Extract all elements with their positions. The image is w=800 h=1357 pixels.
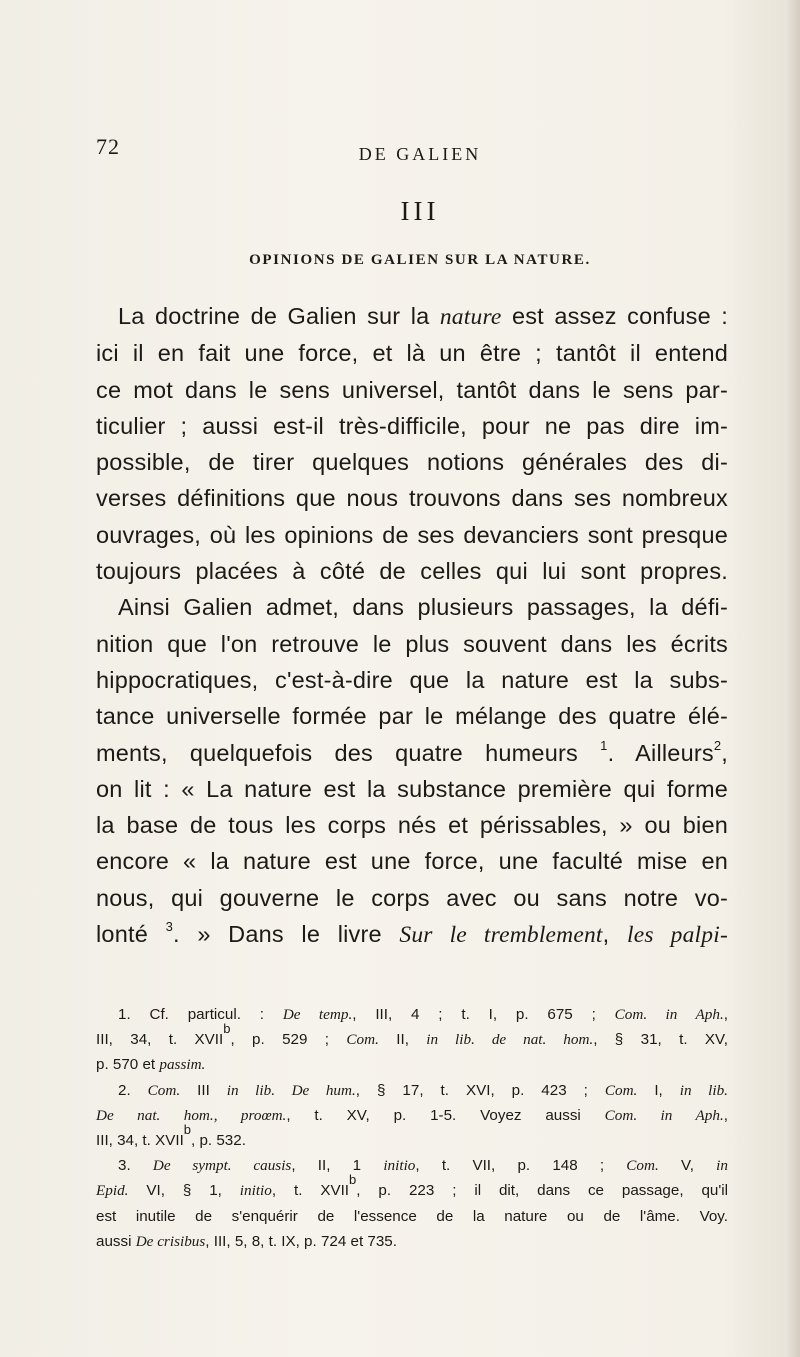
footnote-line: est inutile de s'enquérir de l'essence de la nature ou de l'âme. Voy. <box>96 1207 728 1225</box>
body-line: possible, de tirer quelques notions générales des di- <box>96 449 728 476</box>
footnote-line: 2. Com. III in lib. De hum., § 17, t. XVI, p. 423 ; Com. I, in lib. <box>118 1081 728 1099</box>
footnote-line: 1. Cf. particul. : De temp., III, 4 ; t. I, p. 675 ; Com. in Aph., <box>118 1006 728 1023</box>
page-number: 72 <box>96 134 120 159</box>
footnote-ref: 1 <box>600 737 608 753</box>
footnote-line: III, 34, t. XVII$^b$, p. 532. <box>96 1122 246 1150</box>
body-line: verses définitions que nous trouvons dans ses nombreux <box>96 485 728 512</box>
body-line: lonté $^3$. » Dans le livre Sur le tremblement, les palpi- <box>96 919 728 949</box>
body-line: hippocratiques, c'est-à-dire que la nature est la subs- <box>96 666 728 693</box>
body-line: nition que l'on retrouve le plus souvent dans les écrits <box>96 630 728 657</box>
body-line: ouvrages, où les opinions de ses devanciers sont presque <box>96 521 728 548</box>
chapter-number: III <box>400 196 440 226</box>
footnote-line: III, 34, t. XVII$^b$, p. 529 ; Com. II, in lib. de nat. hom., § 31, t. XV, <box>96 1021 728 1049</box>
body-line: nous, qui gouverne le corps avec ou sans notre vo- <box>96 884 728 911</box>
body-text <box>96 298 728 953</box>
footnote-line: Epid. VI, § 1, initio, t. XVII$^b$, p. 223 ; il dit, dans ce passage, qu'il <box>96 1172 728 1200</box>
running-head: DE GALIEN <box>358 144 482 164</box>
body-line: ici il en fait une force, et là un être ; tantôt il entend <box>96 340 728 367</box>
body-line: toujours placées à côté de celles qui lui sont propres. <box>96 558 728 585</box>
body-line: la base de tous les corps nés et périssables, » ou bien <box>96 812 728 839</box>
body-line: on lit : « La nature est la substance première qui forme <box>96 775 728 802</box>
body-line: encore « la nature est une force, une faculté mise en <box>96 848 728 875</box>
footnote-ref: 2 <box>713 737 722 753</box>
body-line: tance universelle formée par le mélange des quatre élé- <box>96 703 728 730</box>
footnote-line: aussi De crisibus, III, 5, 8, t. IX, p. 724 et 735. <box>96 1232 397 1250</box>
body-line: Ainsi Galien admet, dans plusieurs passages, la défi- <box>118 594 728 621</box>
body-line: ticulier ; aussi est-il très-difficile, pour ne pas dire im- <box>96 412 728 439</box>
footnote-ref: 3 <box>165 919 173 935</box>
footnote-line: p. 570 et passim. <box>96 1056 206 1074</box>
footnote-line: 3. De sympt. causis, II, 1 initio, t. VII, p. 148 ; Com. V, in <box>118 1157 728 1175</box>
chapter-title: OPINIONS DE GALIEN SUR LA NATURE. <box>249 252 591 268</box>
footnotes <box>96 1002 728 1254</box>
footnote-line: De nat. hom., proœm., t. XV, p. 1-5. Voyez aussi Com. in Aph., <box>96 1106 728 1124</box>
body-line: La doctrine de Galien sur la nature est assez confuse : <box>118 303 728 330</box>
body-line: ce mot dans le sens universel, tantôt dans le sens par- <box>96 376 728 403</box>
body-line: ments, quelquefois des quatre humeurs $^1$. Ailleurs$^2$, <box>96 737 728 766</box>
